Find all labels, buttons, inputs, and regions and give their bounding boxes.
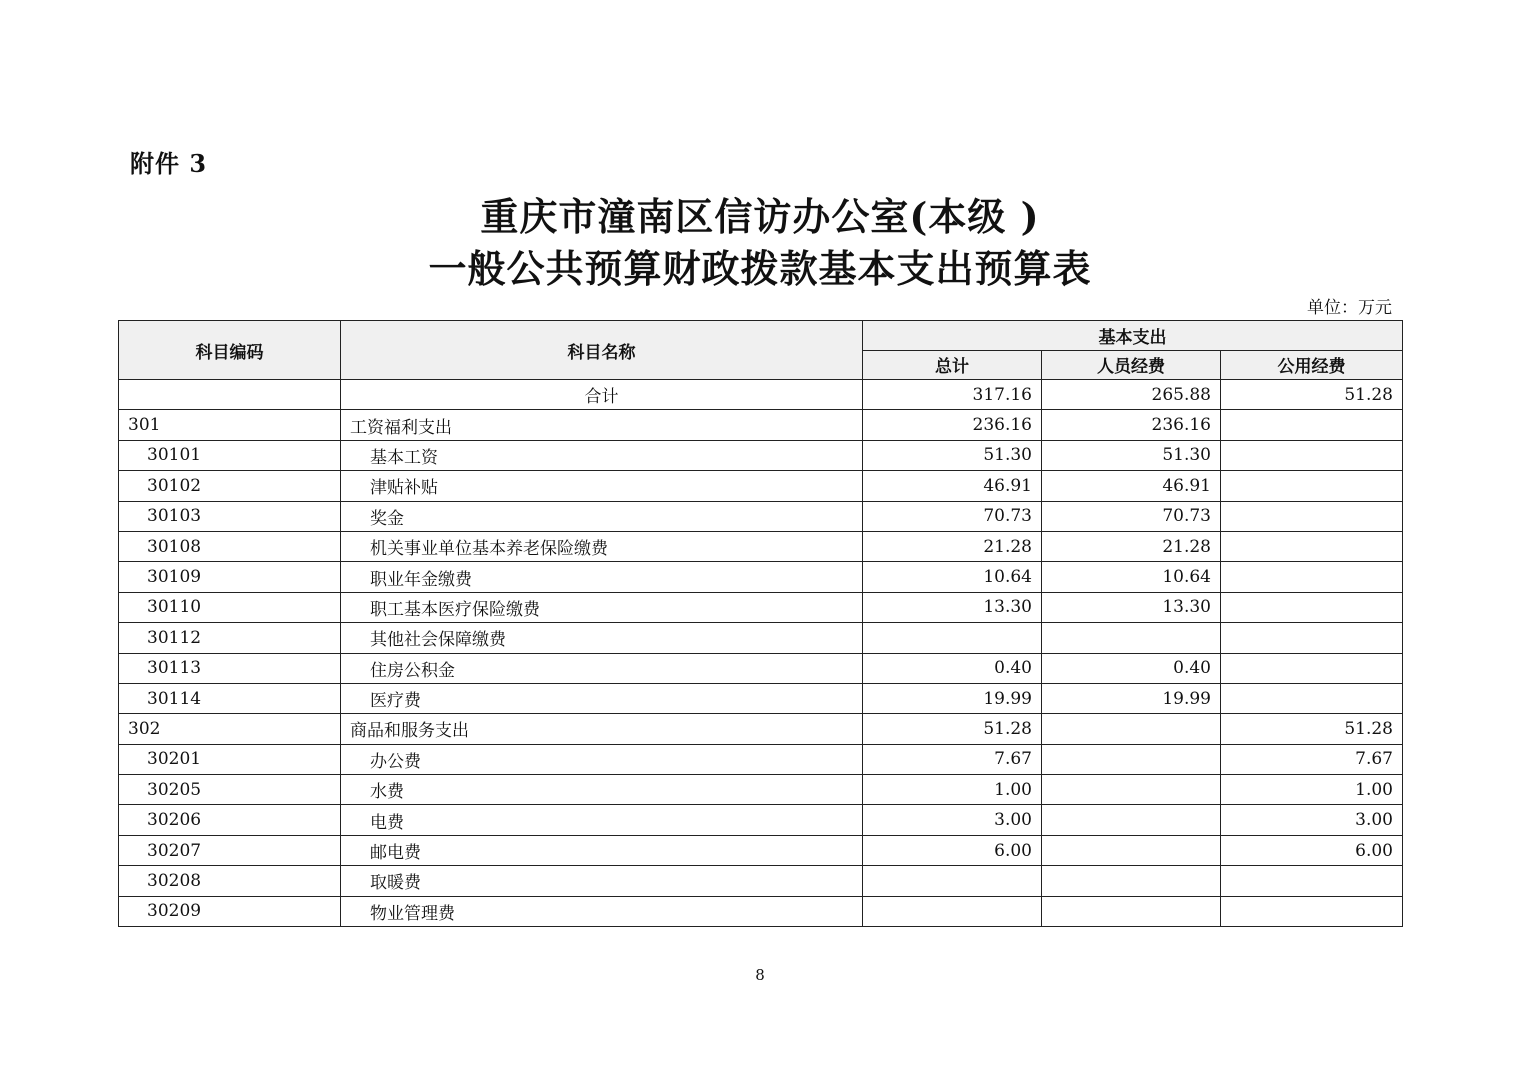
cell-public xyxy=(1221,501,1403,531)
table-row xyxy=(119,562,1403,592)
budget-table xyxy=(118,320,1403,927)
cell-personnel xyxy=(1042,623,1221,653)
cell-name: 取暖费 xyxy=(341,866,863,896)
table-row xyxy=(119,744,1403,774)
cell-public xyxy=(1221,592,1403,622)
cell-personnel xyxy=(1042,805,1221,835)
cell-code: 30201 xyxy=(119,744,341,774)
document-title-line-1: 重庆市潼南区信访办公室(本级 ) xyxy=(480,194,1040,239)
cell-public xyxy=(1221,410,1403,440)
cell-public: 1.00 xyxy=(1221,775,1403,805)
cell-name: 商品和服务支出 xyxy=(341,714,863,744)
cell-name: 物业管理费 xyxy=(341,896,863,926)
cell-public xyxy=(1221,623,1403,653)
cell-code: 30205 xyxy=(119,775,341,805)
cell-public xyxy=(1221,866,1403,896)
cell-total: 13.30 xyxy=(863,592,1042,622)
cell-code: 30108 xyxy=(119,531,341,561)
cell-total: 3.00 xyxy=(863,805,1042,835)
cell-public xyxy=(1221,531,1403,561)
cell-name: 办公费 xyxy=(341,744,863,774)
table-row xyxy=(119,592,1403,622)
cell-personnel xyxy=(1042,744,1221,774)
table-row xyxy=(119,805,1403,835)
cell-total: 0.40 xyxy=(863,653,1042,683)
table-row xyxy=(119,714,1403,744)
cell-total: 21.28 xyxy=(863,531,1042,561)
table-row xyxy=(119,896,1403,926)
cell-personnel: 51.30 xyxy=(1042,440,1221,470)
header-total: 总计 xyxy=(863,350,1042,380)
table-row xyxy=(119,653,1403,683)
cell-code: 301 xyxy=(119,410,341,440)
cell-personnel xyxy=(1042,896,1221,926)
table-row xyxy=(119,410,1403,440)
cell-total: 51.28 xyxy=(863,714,1042,744)
cell-name: 奖金 xyxy=(341,501,863,531)
cell-public xyxy=(1221,562,1403,592)
cell-personnel xyxy=(1042,714,1221,744)
cell-public: 51.28 xyxy=(1221,714,1403,744)
table-row xyxy=(119,471,1403,501)
cell-name: 职业年金缴费 xyxy=(341,562,863,592)
cell-public: 51.28 xyxy=(1221,380,1403,410)
header-code: 科目编码 xyxy=(119,321,341,380)
cell-name: 住房公积金 xyxy=(341,653,863,683)
page-number: 8 xyxy=(755,966,765,984)
cell-total: 19.99 xyxy=(863,683,1042,713)
cell-personnel xyxy=(1042,835,1221,865)
cell-name: 津贴补贴 xyxy=(341,471,863,501)
cell-total xyxy=(863,866,1042,896)
document-title-line-2: 一般公共预算财政拨款基本支出预算表 xyxy=(428,246,1092,291)
cell-public xyxy=(1221,653,1403,683)
cell-total: 46.91 xyxy=(863,471,1042,501)
table-body xyxy=(119,380,1403,927)
table-row xyxy=(119,501,1403,531)
cell-name: 其他社会保障缴费 xyxy=(341,623,863,653)
table-row xyxy=(119,835,1403,865)
cell-total: 70.73 xyxy=(863,501,1042,531)
cell-personnel: 236.16 xyxy=(1042,410,1221,440)
cell-personnel: 265.88 xyxy=(1042,380,1221,410)
cell-public xyxy=(1221,440,1403,470)
cell-code: 302 xyxy=(119,714,341,744)
cell-name: 电费 xyxy=(341,805,863,835)
cell-total: 10.64 xyxy=(863,562,1042,592)
table-row xyxy=(119,531,1403,561)
header-basic-expenditure: 基本支出 xyxy=(863,321,1403,351)
cell-code: 30102 xyxy=(119,471,341,501)
cell-public: 6.00 xyxy=(1221,835,1403,865)
cell-personnel xyxy=(1042,866,1221,896)
cell-total: 236.16 xyxy=(863,410,1042,440)
cell-name: 机关事业单位基本养老保险缴费 xyxy=(341,531,863,561)
cell-code: 30110 xyxy=(119,592,341,622)
cell-public xyxy=(1221,896,1403,926)
cell-total: 7.67 xyxy=(863,744,1042,774)
cell-code: 30206 xyxy=(119,805,341,835)
cell-name: 基本工资 xyxy=(341,440,863,470)
cell-total: 51.30 xyxy=(863,440,1042,470)
cell-code: 30112 xyxy=(119,623,341,653)
table-row xyxy=(119,440,1403,470)
header-public: 公用经费 xyxy=(1221,350,1403,380)
cell-personnel: 10.64 xyxy=(1042,562,1221,592)
cell-public: 3.00 xyxy=(1221,805,1403,835)
cell-code: 30103 xyxy=(119,501,341,531)
table-row xyxy=(119,380,1403,410)
cell-public xyxy=(1221,683,1403,713)
cell-code: 30109 xyxy=(119,562,341,592)
cell-total: 317.16 xyxy=(863,380,1042,410)
cell-name: 合计 xyxy=(341,380,863,410)
cell-total: 1.00 xyxy=(863,775,1042,805)
cell-total xyxy=(863,896,1042,926)
cell-name: 邮电费 xyxy=(341,835,863,865)
cell-code: 30207 xyxy=(119,835,341,865)
cell-code: 30209 xyxy=(119,896,341,926)
header-name: 科目名称 xyxy=(341,321,863,380)
cell-personnel: 46.91 xyxy=(1042,471,1221,501)
cell-code: 30113 xyxy=(119,653,341,683)
cell-total: 6.00 xyxy=(863,835,1042,865)
cell-personnel xyxy=(1042,775,1221,805)
cell-personnel: 13.30 xyxy=(1042,592,1221,622)
cell-public xyxy=(1221,471,1403,501)
attachment-label: 附件 3 xyxy=(130,149,208,178)
cell-total xyxy=(863,623,1042,653)
cell-code: 30101 xyxy=(119,440,341,470)
cell-personnel: 70.73 xyxy=(1042,501,1221,531)
table-row xyxy=(119,623,1403,653)
cell-personnel: 0.40 xyxy=(1042,653,1221,683)
cell-name: 职工基本医疗保险缴费 xyxy=(341,592,863,622)
cell-personnel: 19.99 xyxy=(1042,683,1221,713)
cell-code: 30114 xyxy=(119,683,341,713)
unit-label: 单位：万元 xyxy=(1307,298,1392,318)
cell-code: 30208 xyxy=(119,866,341,896)
cell-name: 医疗费 xyxy=(341,683,863,713)
cell-personnel: 21.28 xyxy=(1042,531,1221,561)
header-personnel: 人员经费 xyxy=(1042,350,1221,380)
table-row xyxy=(119,866,1403,896)
cell-code xyxy=(119,380,341,410)
table-row xyxy=(119,683,1403,713)
cell-name: 工资福利支出 xyxy=(341,410,863,440)
table-row xyxy=(119,775,1403,805)
cell-public: 7.67 xyxy=(1221,744,1403,774)
cell-name: 水费 xyxy=(341,775,863,805)
